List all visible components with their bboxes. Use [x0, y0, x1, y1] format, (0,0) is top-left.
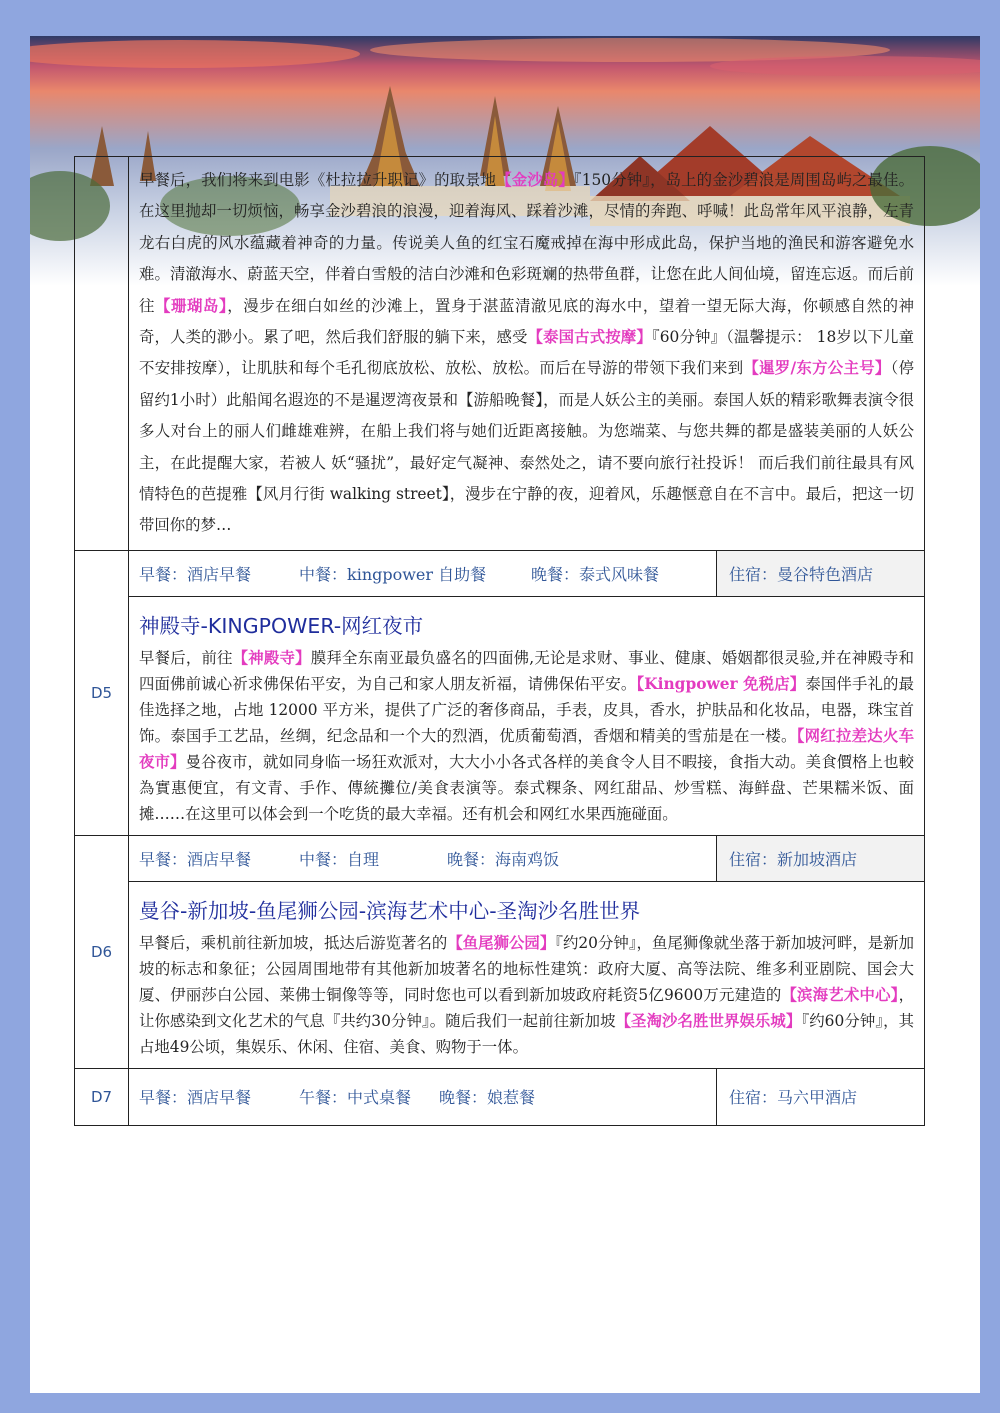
table-row-d6 — [75, 835, 924, 1068]
day-label: D7 — [75, 1069, 129, 1125]
hotel-label: 住宿：新加坡酒店 — [716, 836, 924, 881]
dinner-label: 晚餐：泰式风味餐 — [531, 564, 660, 584]
paragraph-text: 早餐后，乘机前往新加坡，抵达后游览著名的 — [139, 933, 448, 952]
breakfast-label: 早餐：酒店早餐 — [139, 564, 252, 584]
paragraph-text: 早餐后，前往 — [139, 648, 233, 667]
table-row — [75, 157, 924, 550]
meals-row — [129, 551, 924, 597]
highlight-place-name: 【珊瑚岛】 — [155, 296, 228, 315]
itinerary-paragraph — [129, 157, 924, 550]
day-cell — [75, 157, 129, 550]
paragraph-text: ，让你感染到文化艺术的气息『共约30分钟』。随后我们一起前往新加坡 — [139, 985, 914, 1030]
lunch-label: 中餐：kingpower 自助餐 — [299, 564, 487, 584]
paragraph-text: 『约20分钟』，鱼尾狮像就坐落于新加坡河畔，是新加坡的标志和象征；公园周围地带有其他新加坡著名的地标性建筑：政府大厦、高等法院、维多利亚剧院、国会大厦、伊丽莎白公园、莱佛士铜像等等，同时您也可以看到新加坡政府耗资5亿9600万元建造的 — [139, 933, 914, 1004]
paragraph-text: 『约60分钟』，其占地49公顷，集娱乐、休闲、住宿、美食、购物于一体。 — [139, 1011, 914, 1056]
day-label: D6 — [75, 836, 129, 1068]
meals-row — [129, 836, 924, 882]
highlight-place-name: 【圣淘沙名胜世界娱乐城】 — [615, 1011, 802, 1030]
day-title: 曼谷-新加坡-鱼尾狮公园-滨海艺术中心-圣淘沙名胜世界 — [139, 898, 641, 923]
highlight-place-name: 【滨海艺术中心】 — [781, 985, 899, 1004]
hotel-label: 住宿：曼谷特色酒店 — [716, 551, 924, 596]
highlight-place-name: 【鱼尾狮公园】 — [447, 933, 556, 952]
table-row-d7 — [75, 1068, 924, 1125]
lunch-label: 中餐：自理 — [299, 849, 380, 869]
breakfast-label: 早餐：酒店早餐 — [139, 1088, 252, 1108]
highlight-place-name: 【金沙岛】 — [496, 171, 574, 189]
paragraph-text: 曼谷夜市，就如同身临一场狂欢派对，大大小小各式各样的美食令人目不暇接，食指大动。美食價格上也較為實惠便宜，有文青、手作、傳統攤位/美食表演等。泰式粿条、网红甜品、炒雪糕、海鲜盘、芒果糯米饭、面摊……在这里可以体会到一个吃货的最大幸福。还有机会和网红水果西施碰面。 — [139, 752, 914, 823]
day-title: 神殿寺-KINGPOWER-网红夜市 — [139, 613, 424, 638]
paragraph-text: 泰国伴手礼的最佳选择之地，占地 12000 平方米，提供了广泛的奢侈商品，手表，皮具，香水，护肤品和化妆品，电器，珠宝首饰。泰国手工艺品，丝绸，纪念品和一个大的烈酒，优质葡萄酒，香烟和精美的雪茄是在一楼。 — [139, 674, 914, 745]
highlight-place-name: 【神殿寺】 — [232, 648, 311, 667]
dinner-label: 晚餐：娘惹餐 — [439, 1088, 536, 1108]
paragraph-text: 『150分钟』，岛上的金沙碧浪是周围岛屿之最佳。在这里抛却一切烦恼，畅享金沙碧浪的浪漫，迎着海风、踩着沙滩，尽情的奔跑、呼喊！此岛常年风平浪静，左青龙右白虎的风水蕴藏着神奇的力量。传说美人鱼的红宝石魔戒掉在海中形成此岛，保护当地的渔民和游客避免水难。清澈海水、蔚蓝天空，伴着白雪般的洁白沙滩和色彩斑斓的热带鱼群，让您在此人间仙境，留连忘返。而后前往 — [139, 171, 914, 315]
itinerary-table — [74, 156, 925, 1126]
itinerary-paragraph — [129, 643, 924, 835]
page — [30, 36, 980, 1393]
highlight-place-name: 【泰国古式按摩】 — [527, 328, 652, 347]
highlight-place-name: 【暹罗/东方公主号】 — [743, 359, 891, 378]
dinner-label: 晚餐：海南鸡饭 — [447, 849, 560, 869]
paragraph-text: 『60分钟』（温馨提示： 18岁以下儿童不安排按摩），让肌肤和每个毛孔彻底放松、放松、放松。而后在导游的带领下我们来到 — [139, 328, 914, 378]
lunch-label: 午餐：中式桌餐 — [299, 1088, 412, 1108]
table-row-d5 — [75, 550, 924, 835]
paragraph-text: 膜拜全东南亚最负盛名的四面佛,无论是求财、事业、健康、婚姻都很灵验,并在神殿寺和四面佛前诚心祈求佛保佑平安，为自己和家人朋友祈福，请佛保佑平安。 — [139, 648, 914, 693]
hotel-label: 住宿：马六甲酒店 — [716, 1069, 924, 1125]
paragraph-text: ，漫步在细白如丝的沙滩上，置身于湛蓝清澈见底的海水中，望着一望无际大海，你顿感自然的神奇，人类的渺小。累了吧，然后我们舒服的躺下来，感受 — [139, 296, 914, 347]
highlight-place-name: 【Kingpower 免税店】 — [636, 674, 806, 693]
paragraph-text: 早餐后，我们将来到电影《杜拉拉升职记》的取景地 — [139, 171, 497, 189]
paragraph-text: （停留约1小时）此船闻名遐迩的不是暹逻湾夜景和【游船晚餐】，而是人妖公主的美丽。泰国人妖的精彩歌舞表演令很多人对台上的丽人们雌雄难辨，在船上我们将与她们近距离接触。为您端菜、与您共舞的都是盛装美丽的人妖公主，在此提醒大家，若被人 妖“骚扰”，最好定气凝神、泰然处之，请不要向旅行社投诉！ 而后我们前往最具有风情特色的芭提雅【风月行街 walking street】，漫步在宁静的夜，迎着风，乐趣惬意自在不言中。最后，把这一切带回你的梦… — [139, 359, 914, 535]
highlight-place-name: 【网红拉差达火车夜市】 — [139, 726, 914, 771]
itinerary-paragraph — [129, 928, 924, 1068]
day-label: D5 — [75, 551, 129, 835]
meals-row — [129, 1069, 924, 1125]
breakfast-label: 早餐：酒店早餐 — [139, 849, 252, 869]
